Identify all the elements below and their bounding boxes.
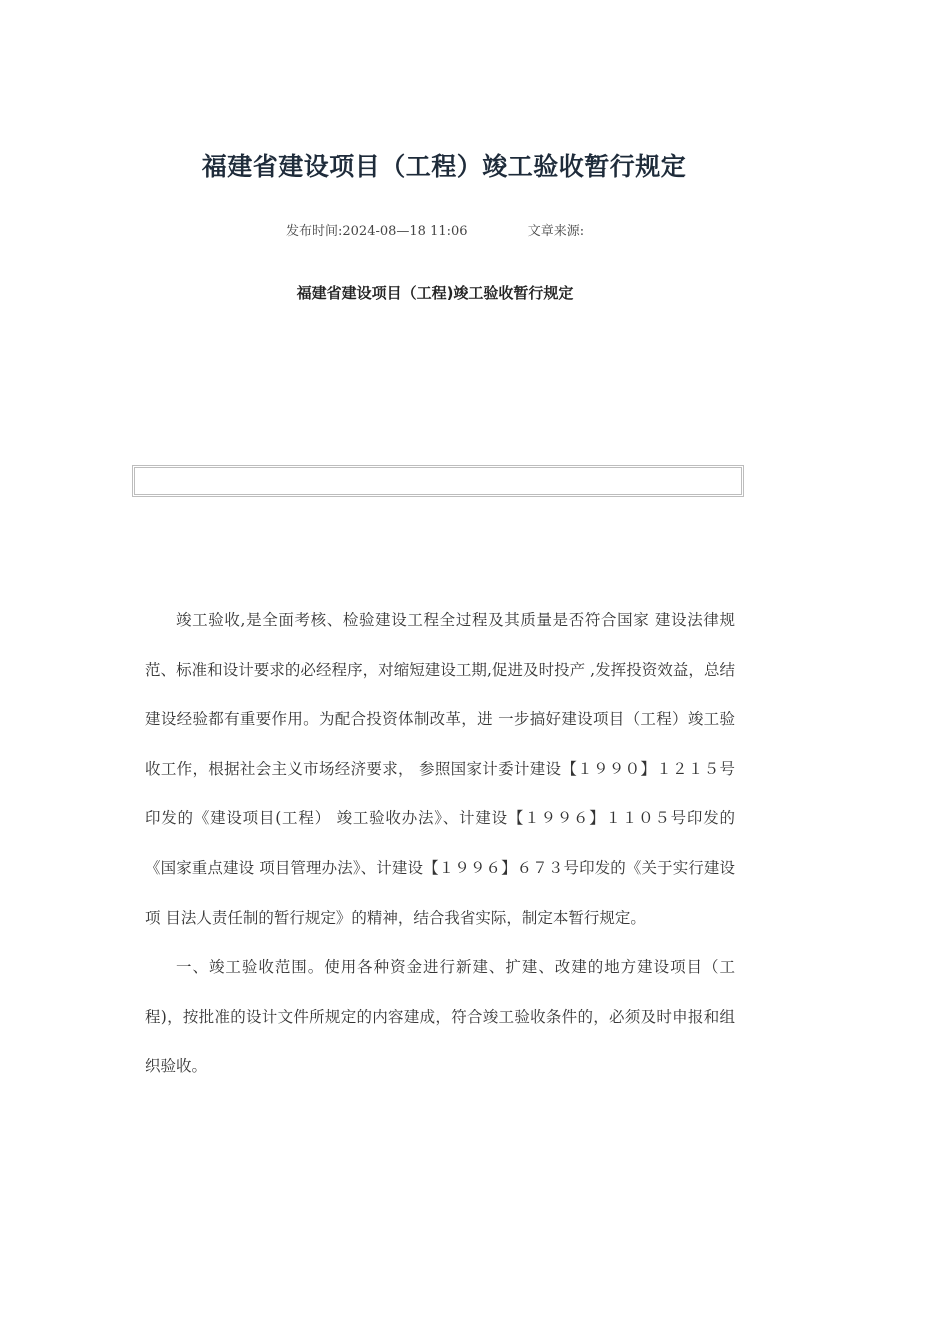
paragraph: 一、竣工验收范围。使用各种资金进行新建、扩建、改建的地方建设项目（工程)，按批准的设计文件所规定的内容建成，符合竣工验收条件的，必须及时申报和组织验收。 [145,958,735,1076]
empty-frame [132,465,744,497]
article-meta [286,220,584,239]
article-source: 文章来源: [527,224,585,239]
article-title: 福建省建设项目（工程）竣工验收暂行规定 [201,151,687,181]
article-subtitle: 福建省建设项目（工程)竣工验收暂行规定 [296,284,574,302]
publish-time: 发布时间:2024-08—18 11:06 [286,224,468,239]
paragraph: 竣工验收,是全面考核、检验建设工程全过程及其质量是否符合国家 建设法律规范、标准和设计要求的必经程序，对缩短建设工期,促进及时投产 ,发挥投资效益，总结建设经验都有重要作用。为配合投资体制改革，进 一步搞好建设项目（工程）竣工验收工作，根据社会主义市场经济要求， 参照国家计委计建设【１９９０】１２１５号印发的《建设项目(工程） 竣工验收办法》、计建设【１９９６】１１０５号印发的《国家重点建设 项目管理办法》、计建设【１９９６】６７３号印发的《关于实行建设项 目法人责任制的暂行规定》的精神，结合我省实际，制定本暂行规定。 [145,611,735,927]
article-body [145,596,735,1092]
